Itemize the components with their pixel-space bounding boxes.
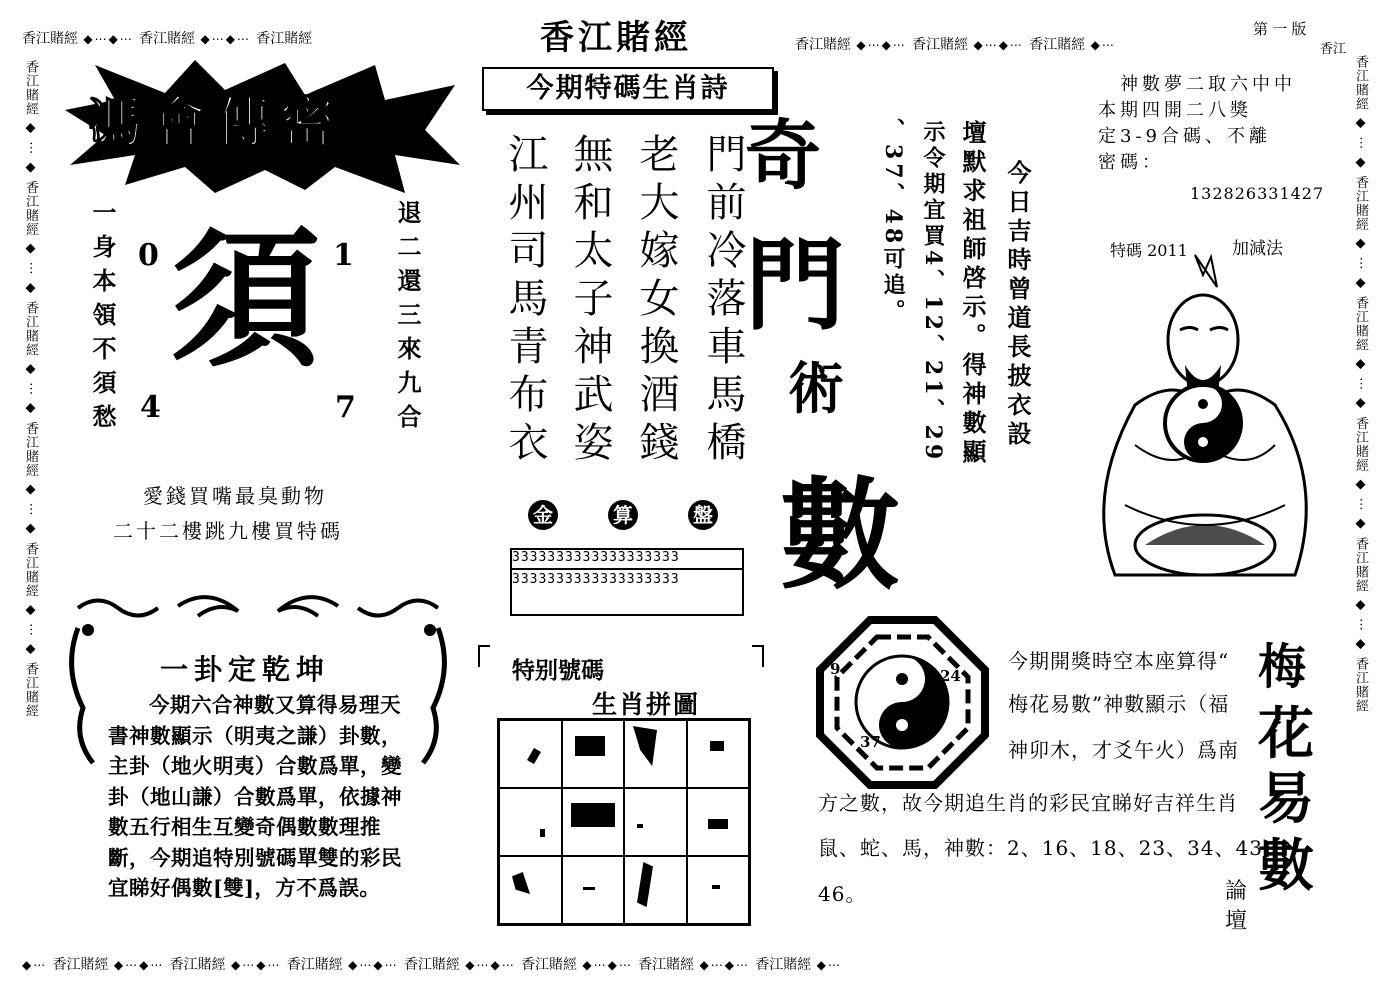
poem-title-box — [482, 67, 774, 111]
num-top-left: 0 — [138, 238, 159, 273]
strip-label: 香江賭經 — [1029, 36, 1086, 52]
puzzle-cell — [687, 788, 750, 856]
right-border: 香江賭經 ◆ ⋯ ◆ 香江賭經 ◆ ⋯ ◆ 香江賭經 ◆ ⋯ ◆ 香江賭經 ◆ ⋯ ◆ 香江賭經 ◆ ⋯ ◆ 香江賭經 — [1354, 55, 1369, 714]
strip-label: 香江賭經 — [139, 30, 196, 46]
top-border-right: 香江賭經 ◆⋯◆⋯ 香江賭經 ◆⋯◆⋯ 香江賭經 ◆⋯ — [795, 36, 1116, 52]
poem-col-2: 老大嫁女換酒錢 — [633, 133, 679, 469]
meihua-body-line3: 神卯木，才爻午火）爲南 — [1008, 738, 1239, 762]
poem-col-1: 門前冷落車馬橋 — [700, 133, 746, 469]
big-character: 須 — [170, 212, 321, 388]
zodiac-puzzle-grid — [497, 718, 751, 926]
abacus-label-1: 金 — [528, 500, 558, 530]
special-title: 特别號碼 — [512, 657, 604, 683]
bagua-yinyang-image — [815, 615, 990, 790]
meihua-title-3: 易 — [1258, 766, 1314, 832]
bottom-border: ◆⋯ 香江賭經 ◆⋯◆⋯ 香江賭經 ◆⋯◆⋯ 香江賭經 ◆⋯◆⋯ 香江賭經 ◆⋯◆⋯ 香江賭經 ◆⋯◆⋯ 香江賭經 ◆⋯◆⋯ 香江賭經 ◆⋯ — [22, 956, 842, 972]
top-right-line2: 本期四開二八獎 — [1098, 100, 1252, 121]
bagua-num-1: 9 — [830, 660, 841, 678]
strip-label: 香江賭經 — [912, 36, 969, 52]
meihua-body-line4: 方之數，故今期追生肖的彩民宜睇好吉祥生肖 — [818, 791, 1238, 815]
strip-label: 香江賭經 — [256, 30, 313, 46]
altar-col-2: 今日吉時曾道長披衣設 — [1003, 160, 1032, 450]
meihua-sign-2: 壇 — [1225, 909, 1248, 934]
puzzle-cell — [624, 788, 687, 856]
meihua-body-line5: 鼠、蛇、馬，神數：2、16、18、23、34、43、 — [818, 836, 1284, 860]
top-border-left: 香江賭經 ◆⋯◆⋯ 香江賭經 ◆⋯◆⋯ 香江賭經 — [22, 30, 313, 46]
puzzle-cell — [687, 720, 750, 788]
corner-tr — [752, 645, 764, 667]
qimen-char-2: 門 — [745, 226, 845, 344]
num-bottom-right: 7 — [335, 390, 356, 425]
strip-label-short: 香江 — [1320, 41, 1347, 56]
puzzle-cell — [499, 856, 562, 924]
top-right-line1: 神數夢二取六中中 — [1120, 74, 1296, 95]
altar-col-1: 壇默求祖師啓示。得神數顯 — [958, 120, 987, 468]
qimen-char-1: 奇 — [745, 111, 821, 200]
taoist-figure-image — [1055, 245, 1345, 580]
banner-line2: 二十二樓跳九樓買特碼 — [113, 519, 343, 543]
page-title: 香江賭經 — [540, 18, 692, 58]
qimen-char-3: 術 — [788, 356, 844, 422]
abacus-bottom: 3333333333333333333 — [512, 572, 680, 587]
poem-title: 今期特碼生肖詩 — [526, 73, 730, 104]
top-right-line4: 密碼： — [1098, 152, 1164, 173]
meihua-title-1: 梅 — [1258, 639, 1307, 695]
puzzle-cell — [562, 856, 625, 924]
meihua-title-2: 花 — [1258, 701, 1314, 767]
corner-tl — [478, 645, 490, 667]
puzzle-cell — [499, 720, 562, 788]
method-label: 加減法 — [1232, 239, 1283, 259]
strip-label: 香江賭經 — [22, 30, 78, 46]
puzzle-cell — [499, 788, 562, 856]
abacus-label-2: 算 — [608, 500, 638, 530]
qimen-char-4: 數 — [780, 465, 900, 606]
altar-col-3: 示令期宜買4、12、21、29 — [920, 120, 946, 464]
poem-col-4: 江州司馬青布衣 — [502, 133, 548, 469]
edition-label: 第 一 版 — [1253, 21, 1307, 38]
bagua-num-2: 24 — [940, 667, 961, 685]
top-right-line3: 定3-9合碼、不離 — [1098, 126, 1271, 147]
num-bottom-left: 4 — [140, 390, 161, 425]
special-subtitle: 生肖拼圖 — [592, 691, 701, 719]
strip-label: 香江賭經 — [795, 36, 851, 52]
abacus — [510, 548, 744, 616]
meihua-sign-1: 論 — [1225, 879, 1248, 904]
abacus-top: 3333333333333333333 — [512, 550, 742, 570]
puzzle-cell — [687, 856, 750, 924]
meihua-body-line6: 46。 — [818, 882, 867, 906]
puzzle-cell — [624, 720, 687, 788]
puzzle-cell — [562, 788, 625, 856]
tema-label: 特碼 2011 — [1110, 241, 1188, 260]
left-border: 香江賭經 ◆ ⋯ ◆ 香江賭經 ◆ ⋯ ◆ 香江賭經 ◆ ⋯ ◆ 香江賭經 ◆ ⋯ ◆ 香江賭經 ◆ ⋯ ◆ 香江賭經 — [24, 60, 39, 719]
right-verse: 退二還三來九合 — [393, 200, 422, 438]
bagua-num-3: 37 — [860, 733, 881, 751]
num-top-right: 1 — [333, 238, 354, 273]
poem-col-3: 無和太子神武姿 — [567, 133, 613, 469]
puzzle-cell — [562, 720, 625, 788]
puzzle-cell — [624, 856, 687, 924]
meihua-body-line1: 今期開獎時空本座算得“ — [1008, 649, 1230, 673]
meihua-body-line2: 梅花易數”神數顯示（福 — [1008, 692, 1230, 716]
left-verse: 一身本領不須愁 — [88, 200, 117, 438]
meihua-title-4: 數 — [1258, 833, 1314, 899]
altar-col-4: 、37、48可追。 — [880, 118, 906, 326]
gua-title: 一卦定乾坤 — [160, 653, 331, 686]
abacus-label-3: 盤 — [688, 500, 718, 530]
phone-number: 132826331427 — [1190, 184, 1325, 203]
banner-title: 馮會傳密 — [88, 90, 344, 154]
banner-line1: 愛錢買嘴最臭動物 — [143, 484, 327, 508]
gua-body: 今期六合神數又算得易理天書神數顯示（明夷之謙）卦數，主卦（地火明夷）合數爲單，變卦（地山謙）合數爲單，依據神數五行相生互變奇偶數數理推斷，今期追特別號碼單雙的彩民宜睇好偶數[雙]，方不爲誤。 — [108, 693, 402, 900]
